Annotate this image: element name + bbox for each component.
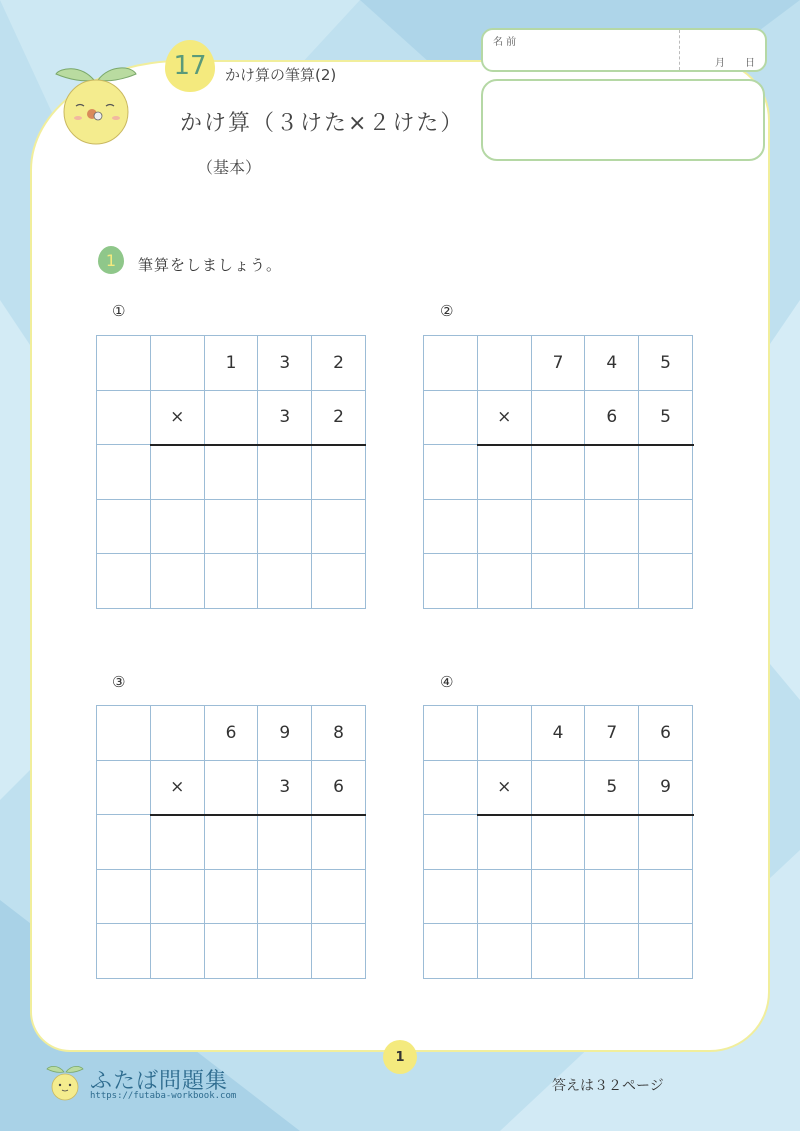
answer-line xyxy=(150,444,366,446)
brand-url[interactable]: https://futaba-workbook.com xyxy=(90,1091,237,1101)
multiply-sign: × xyxy=(478,391,532,446)
problem-grid-4[interactable] xyxy=(423,705,693,979)
answer-cell[interactable] xyxy=(478,554,532,609)
answer-cell[interactable] xyxy=(205,500,259,555)
grid-cell[interactable] xyxy=(478,336,532,391)
grid-cell[interactable]: 5 xyxy=(639,391,693,446)
answer-cell[interactable] xyxy=(205,870,259,925)
grid-cell[interactable] xyxy=(424,336,478,391)
answer-cell[interactable] xyxy=(258,870,312,925)
answer-cell[interactable] xyxy=(258,924,312,979)
grid-cell[interactable] xyxy=(478,706,532,761)
answer-cell[interactable] xyxy=(478,870,532,925)
grid-cell[interactable]: 1 xyxy=(205,336,259,391)
answer-cell[interactable] xyxy=(639,870,693,925)
problem-label: ② xyxy=(440,302,454,320)
day-label: 日 xyxy=(745,58,755,69)
answer-cell[interactable] xyxy=(258,815,312,870)
worksheet-title: かけ算（３けた×２けた） xyxy=(180,111,465,136)
grid-cell[interactable] xyxy=(151,706,205,761)
problem-label: ① xyxy=(112,302,126,320)
answer-cell[interactable] xyxy=(97,554,151,609)
answer-cell[interactable] xyxy=(532,445,586,500)
answer-cell[interactable] xyxy=(205,554,259,609)
answer-cell[interactable] xyxy=(585,500,639,555)
grid-cell[interactable]: 6 xyxy=(205,706,259,761)
problem-label: ④ xyxy=(440,673,454,691)
answer-cell[interactable] xyxy=(585,815,639,870)
answer-cell[interactable] xyxy=(151,924,205,979)
answer-line xyxy=(477,444,694,446)
answer-cell[interactable] xyxy=(258,500,312,555)
answer-cell[interactable] xyxy=(424,445,478,500)
answer-cell[interactable] xyxy=(424,815,478,870)
answer-cell[interactable] xyxy=(258,554,312,609)
answer-cell[interactable] xyxy=(639,554,693,609)
question-instruction: 筆算をしましょう。 xyxy=(138,256,283,274)
answer-cell[interactable] xyxy=(639,924,693,979)
answer-cell[interactable] xyxy=(478,500,532,555)
worksheet-subtitle: かけ算の筆算(2) xyxy=(225,66,337,84)
grid-cell[interactable] xyxy=(151,336,205,391)
grid-cell[interactable]: 9 xyxy=(639,761,693,816)
answer-cell[interactable] xyxy=(424,870,478,925)
answer-cell[interactable] xyxy=(312,870,366,925)
answer-cell[interactable] xyxy=(424,924,478,979)
grid-cell[interactable]: 3 xyxy=(258,336,312,391)
answer-cell[interactable] xyxy=(478,815,532,870)
lesson-number-badge: 17 xyxy=(165,40,215,92)
answer-cell[interactable] xyxy=(532,500,586,555)
answer-cell[interactable] xyxy=(97,870,151,925)
answer-cell[interactable] xyxy=(424,554,478,609)
answer-cell[interactable] xyxy=(151,445,205,500)
answer-page-reference: 答えは３２ページ xyxy=(552,1078,664,1094)
grid-cell[interactable] xyxy=(205,391,259,446)
month-label: 月 xyxy=(715,58,725,69)
grid-cell[interactable]: 7 xyxy=(532,336,586,391)
grid-cell[interactable]: 3 xyxy=(258,391,312,446)
answer-cell[interactable] xyxy=(478,924,532,979)
answer-cell[interactable] xyxy=(151,554,205,609)
grid-cell[interactable]: 5 xyxy=(639,336,693,391)
grid-cell[interactable]: 6 xyxy=(585,391,639,446)
answer-cell[interactable] xyxy=(639,445,693,500)
grid-cell[interactable] xyxy=(97,761,151,816)
grid-cell[interactable]: 3 xyxy=(258,761,312,816)
problem-grid-3[interactable] xyxy=(96,705,366,979)
brand-mascot-icon xyxy=(45,1062,85,1102)
answer-cell[interactable] xyxy=(639,815,693,870)
grid-cell[interactable] xyxy=(97,391,151,446)
grid-cell[interactable] xyxy=(424,706,478,761)
answer-cell[interactable] xyxy=(151,870,205,925)
answer-cell[interactable] xyxy=(151,815,205,870)
page-number-badge: 1 xyxy=(383,1040,417,1074)
answer-cell[interactable] xyxy=(532,554,586,609)
answer-cell[interactable] xyxy=(205,924,259,979)
grid-cell[interactable]: 7 xyxy=(585,706,639,761)
multiply-sign: × xyxy=(151,761,205,816)
answer-cell[interactable] xyxy=(532,924,586,979)
grid-cell[interactable] xyxy=(205,761,259,816)
answer-cell[interactable] xyxy=(258,445,312,500)
problem-grid-2[interactable] xyxy=(423,335,693,609)
name-label: 名 前 xyxy=(493,37,517,48)
grid-cell[interactable]: 4 xyxy=(585,336,639,391)
answer-cell[interactable] xyxy=(424,500,478,555)
answer-cell[interactable] xyxy=(585,445,639,500)
answer-cell[interactable] xyxy=(532,815,586,870)
grid-cell[interactable] xyxy=(424,391,478,446)
answer-cell[interactable] xyxy=(585,870,639,925)
answer-cell[interactable] xyxy=(205,815,259,870)
answer-cell[interactable] xyxy=(478,445,532,500)
problem-grid-1[interactable] xyxy=(96,335,366,609)
grid-cell[interactable]: 2 xyxy=(312,336,366,391)
grid-cell[interactable] xyxy=(532,761,586,816)
answer-cell[interactable] xyxy=(97,815,151,870)
answer-line xyxy=(477,814,694,816)
difficulty-level: （基本） xyxy=(197,158,262,177)
answer-cell[interactable] xyxy=(639,500,693,555)
question-number-badge: 1 xyxy=(98,246,124,274)
answer-cell[interactable] xyxy=(585,554,639,609)
answer-line xyxy=(150,814,366,816)
grid-cell[interactable] xyxy=(97,336,151,391)
grid-cell[interactable]: 9 xyxy=(258,706,312,761)
grid-cell[interactable]: 6 xyxy=(639,706,693,761)
answer-cell[interactable] xyxy=(151,500,205,555)
score-box[interactable] xyxy=(481,79,765,161)
answer-cell[interactable] xyxy=(97,445,151,500)
name-date-divider xyxy=(679,30,680,70)
grid-cell[interactable] xyxy=(532,391,586,446)
grid-cell[interactable]: 6 xyxy=(312,761,366,816)
brand-name: ふたば問題集 xyxy=(90,1069,229,1094)
grid-cell[interactable]: 2 xyxy=(312,391,366,446)
multiply-sign: × xyxy=(478,761,532,816)
grid-cell[interactable]: 4 xyxy=(532,706,586,761)
answer-cell[interactable] xyxy=(532,870,586,925)
answer-cell[interactable] xyxy=(585,924,639,979)
answer-cell[interactable] xyxy=(97,500,151,555)
multiply-sign: × xyxy=(151,391,205,446)
answer-cell[interactable] xyxy=(312,445,366,500)
grid-cell[interactable] xyxy=(424,761,478,816)
grid-cell[interactable]: 8 xyxy=(312,706,366,761)
grid-cell[interactable]: 5 xyxy=(585,761,639,816)
mascot-illustration xyxy=(50,58,142,150)
answer-cell[interactable] xyxy=(97,924,151,979)
grid-cell[interactable] xyxy=(97,706,151,761)
answer-cell[interactable] xyxy=(312,815,366,870)
answer-cell[interactable] xyxy=(312,924,366,979)
answer-cell[interactable] xyxy=(205,445,259,500)
name-date-box[interactable] xyxy=(481,28,767,72)
answer-cell[interactable] xyxy=(312,554,366,609)
answer-cell[interactable] xyxy=(312,500,366,555)
problem-label: ③ xyxy=(112,673,126,691)
